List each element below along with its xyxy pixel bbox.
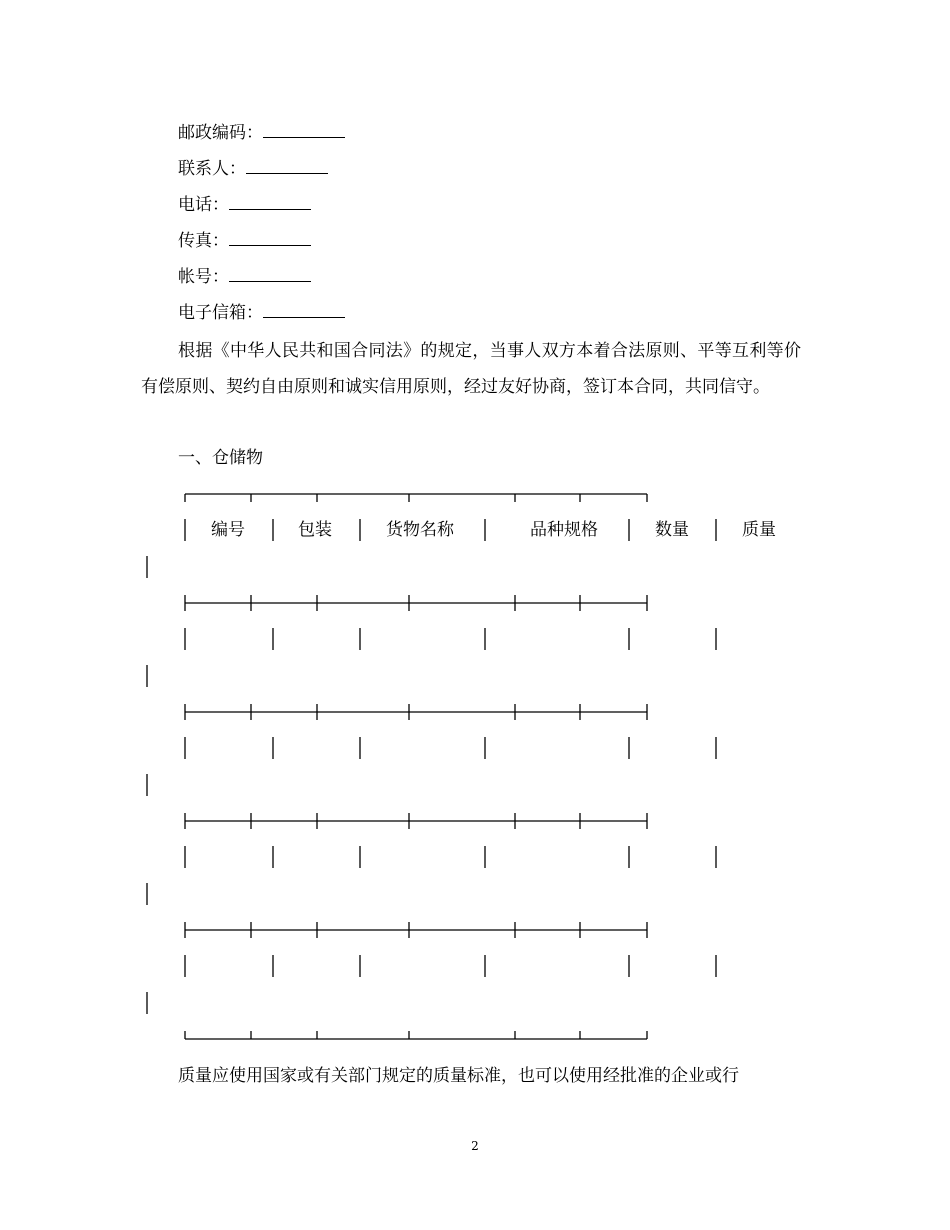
table-header-quantity: 数量 [655, 520, 689, 540]
page-number: 2 [471, 1139, 479, 1153]
table-header-number: 编号 [211, 520, 245, 540]
quality-paragraph: 质量应使用国家或有关部门规定的质量标准，也可以使用经批准的企业或行 [178, 1066, 739, 1086]
phone-label: 电话： [178, 195, 229, 215]
postal-code-label: 邮政编码： [178, 123, 263, 143]
contact-person-label: 联系人： [178, 159, 246, 179]
table-header-quality: 质量 [742, 520, 776, 540]
table-header-spec: 品种规格 [530, 520, 598, 540]
email-label: 电子信箱： [178, 303, 263, 323]
table-rules [147, 494, 716, 1039]
section-heading: 一、仓储物 [178, 448, 263, 468]
account-label: 帐号： [178, 267, 229, 287]
intro-paragraph: 根据《中华人民共和国合同法》的规定，当事人双方本着合法原则、平等互利等价有偿原则、契约自由原则和诚实信用原则，经过友好协商，签订本合同，共同信守。 [141, 341, 801, 397]
fax-label: 传真： [178, 231, 229, 251]
table-header-goods-name: 货物名称 [386, 520, 454, 540]
table-header-packaging: 包装 [298, 520, 332, 540]
